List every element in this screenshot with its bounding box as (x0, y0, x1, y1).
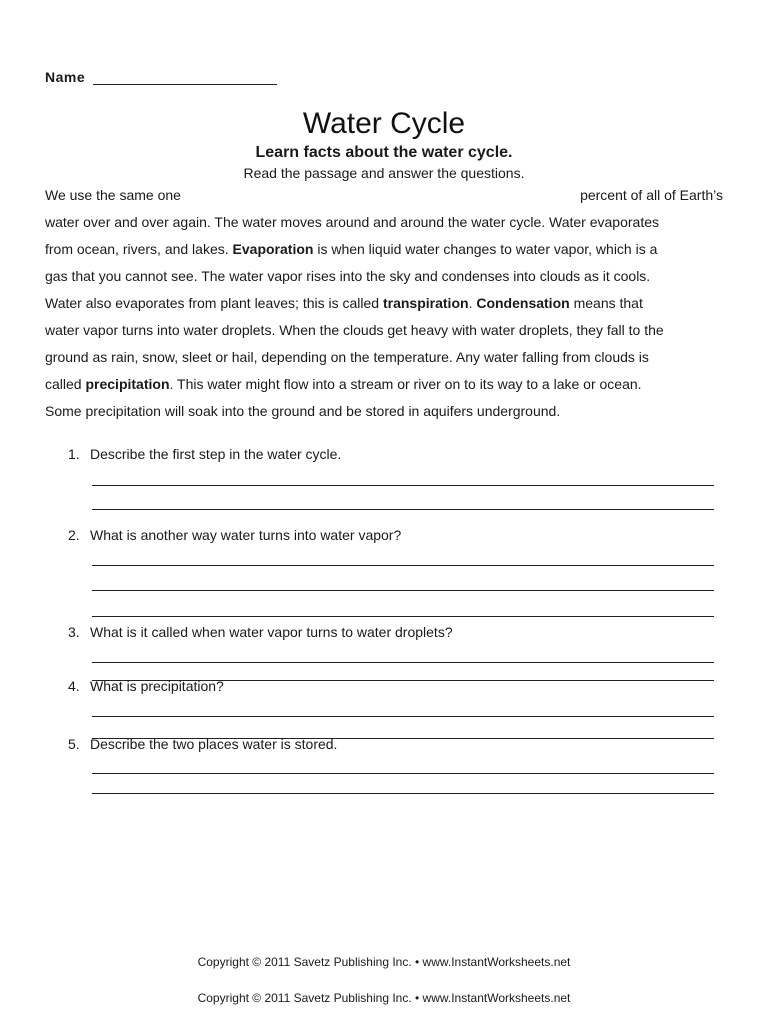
passage-text: gas that you cannot see. The water vapor rises into the sky and condenses into clouds as it cools. (45, 268, 651, 284)
passage-text: . (468, 295, 473, 311)
passage-text: Water also evaporates from plant leaves; this is called (45, 295, 380, 311)
answer-line[interactable] (92, 590, 714, 591)
question-number: 2. (68, 527, 80, 543)
passage-text: ground as rain, snow, sleet or hail, depending on the temperature. Any water falling from clouds is (45, 349, 649, 365)
passage-line-1 (45, 182, 723, 209)
answer-line[interactable] (92, 565, 714, 566)
term-precipitation: precipitation (85, 376, 170, 392)
name-label: Name (45, 69, 86, 85)
passage-text: means that (573, 295, 643, 311)
question-number: 4. (68, 678, 80, 694)
worksheet-title: Water Cycle (302, 107, 466, 140)
term-condensation: Condensation (476, 295, 570, 311)
answer-line[interactable] (92, 662, 714, 663)
term-evaporation: Evaporation (232, 241, 314, 257)
copyright-footer: Copyright © 2011 Savetz Publishing Inc. • www.InstantWorksheets.net (197, 955, 571, 969)
question-text: What is another way water turns into water vapor? (90, 527, 402, 543)
copyright-footer-repeat: Copyright © 2011 Savetz Publishing Inc. • www.InstantWorksheets.net (197, 991, 571, 1005)
question-text: What is precipitation? (90, 678, 224, 694)
passage-line-4 (45, 263, 723, 290)
name-blank-line[interactable] (93, 64, 277, 85)
passage-text: from ocean, rivers, and lakes. (45, 241, 229, 257)
passage-text: called (45, 376, 82, 392)
passage-line-3 (45, 236, 723, 263)
question-1 (68, 445, 341, 463)
term-transpiration: transpiration (382, 295, 469, 311)
question-number: 3. (68, 624, 80, 640)
question-4 (68, 677, 224, 695)
worksheet-instructions: Read the passage and answer the questions. (243, 165, 525, 181)
question-text: Describe the first step in the water cycle. (90, 446, 342, 462)
worksheet-subtitle: Learn facts about the water cycle. (255, 144, 513, 161)
passage-text: is when liquid water changes to water vapor, which is a (317, 241, 658, 257)
passage-line-9 (45, 398, 723, 425)
passage-text: . This water might flow into a stream or river on to its way to a lake or ocean. (169, 376, 642, 392)
answer-line[interactable] (92, 485, 714, 486)
passage-text: We use the same one (45, 187, 181, 203)
passage-line-6 (45, 317, 723, 344)
answer-line[interactable] (92, 793, 714, 794)
question-5 (68, 735, 337, 753)
passage-text: water over and over again. The water moves around and around the water cycle. Water evaporates (45, 214, 660, 230)
question-number: 5. (68, 736, 80, 752)
passage-line-7 (45, 344, 723, 371)
answer-line[interactable] (92, 509, 714, 510)
question-3 (68, 623, 453, 641)
passage-text: Some precipitation will soak into the ground and be stored in aquifers underground. (45, 403, 561, 419)
question-text: What is it called when water vapor turns to water droplets? (90, 624, 453, 640)
passage-line-8 (45, 371, 723, 398)
passage-line-2 (45, 209, 723, 236)
question-2 (68, 526, 401, 544)
name-field-row (45, 64, 277, 85)
passage-text: percent of all of Earth’s (580, 187, 723, 203)
passage-line-5 (45, 290, 723, 317)
passage-text: water vapor turns into water droplets. When the clouds get heavy with water droplets, they fall to the (45, 322, 664, 338)
question-number: 1. (68, 446, 80, 462)
reading-passage (45, 182, 723, 425)
question-text: Describe the two places water is stored. (90, 736, 338, 752)
answer-line[interactable] (92, 716, 714, 717)
answer-line[interactable] (92, 616, 714, 617)
answer-line[interactable] (92, 773, 714, 774)
